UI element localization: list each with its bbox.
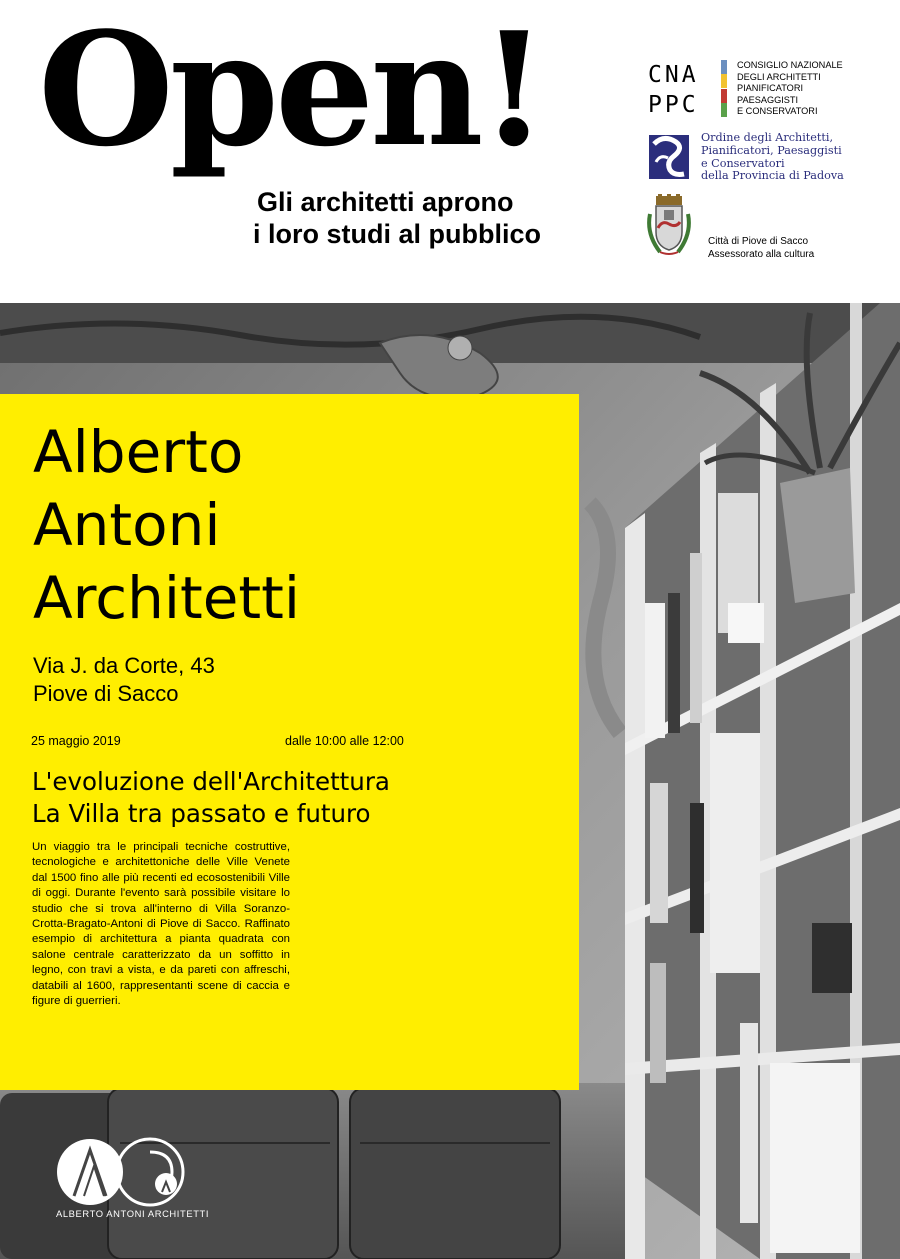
cnappc-bar-yellow <box>721 74 727 88</box>
cnappc-line: PIANIFICATORI <box>737 83 804 93</box>
cnappc-bar-blue <box>721 60 727 74</box>
cnappc-bar-green <box>721 103 727 117</box>
header <box>0 0 900 303</box>
event-title-line: La Villa tra passato e futuro <box>32 799 371 828</box>
cnappc-letters <box>648 60 699 120</box>
poster-title: Open! <box>38 0 545 181</box>
subtitle-line-1: Gli architetti aprono <box>257 187 514 217</box>
comune-line: Assessorato alla cultura <box>708 249 815 260</box>
address-line: Via J. da Corte, 43 <box>33 653 215 678</box>
address-line: Piove di Sacco <box>33 681 179 706</box>
studio-address <box>33 652 215 708</box>
cnappc-logo <box>648 60 868 126</box>
studio-name <box>33 416 300 635</box>
ordine-line: della Provincia di Padova <box>701 169 844 183</box>
cnappc-line: CONSIGLIO NAZIONALE <box>737 60 843 70</box>
cnappc-line: PAESAGGISTI <box>737 94 799 105</box>
footer-logo-text: ALBERTO ANTONI ARCHITETTI <box>56 1208 210 1219</box>
event-time: dalle 10:00 alle 12:00 <box>285 734 404 748</box>
subtitle-line-2: i loro studi al pubblico <box>253 219 541 250</box>
studio-name-line: Alberto <box>33 418 244 486</box>
ordine-line: Ordine degli Architetti, <box>701 131 834 144</box>
cnappc-line: DEGLI ARCHITETTI <box>737 71 821 82</box>
comune-line: Città di Piove di Sacco <box>708 236 809 247</box>
ordine-emblem-icon <box>646 132 692 182</box>
comune-name <box>708 235 814 261</box>
cnappc-color-bars <box>721 60 727 117</box>
comune-logo <box>644 194 864 260</box>
ordine-architetti-logo <box>646 132 876 186</box>
cnappc-letters-row-2: PPC <box>648 92 699 118</box>
cnappc-line: E CONSERVATORI <box>737 106 818 116</box>
event-description: Un viaggio tra le principali tecniche costruttive, tecnologiche e architettoniche delle Ville Venete dal 1500 fino alle più recenti ed ecosostenibili Ville di oggi. Durante l'evento sarà possibile visitare lo studio che si trova all'interno di Villa Soranzo-Crotta-Bragato-Antoni di Piove di Sacco. Raffinato esempio di architettura a pianta quadrata con salone centrale caratterizzato da un soffitto in legno, con travi a vista, e da pareti con affreschi, databili al 1600, rappresentanti scene di caccia e figure di guerrieri. <box>32 841 290 1008</box>
ordine-line: e Conservatori <box>701 156 785 170</box>
event-title-line: L'evoluzione dell'Architettura <box>32 767 390 796</box>
event-date: 25 maggio 2019 <box>31 734 121 748</box>
studio-name-line: Architetti <box>33 564 301 632</box>
studio-name-line: Antoni <box>33 491 221 559</box>
ordine-line: Pianificatori, Paesaggisti <box>701 143 842 157</box>
event-info-panel <box>0 394 579 1090</box>
city-crest-icon <box>644 194 694 258</box>
cnappc-name <box>737 60 843 118</box>
ordine-name <box>701 132 844 183</box>
poster-subtitle <box>253 186 541 250</box>
cnappc-bar-red <box>721 89 727 103</box>
event-title <box>32 766 390 830</box>
alberto-antoni-logo-icon <box>54 1130 204 1220</box>
cnappc-letters-row-1: CNA <box>648 62 699 88</box>
